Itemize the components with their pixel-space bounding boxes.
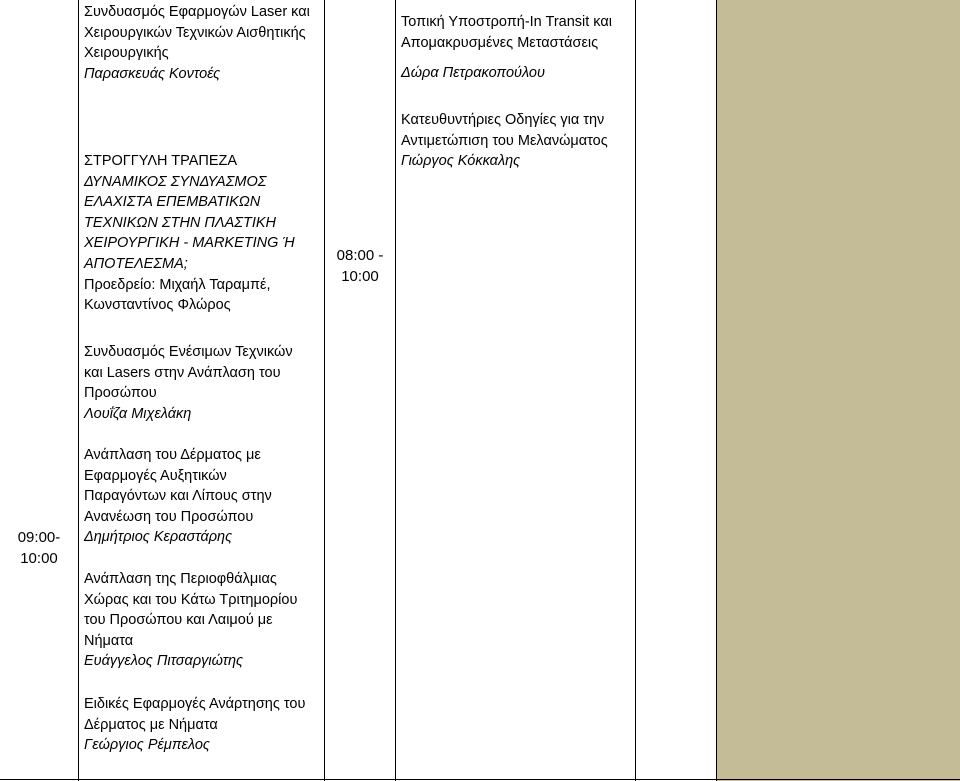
session-title-line: Χειρουργικής: [84, 45, 169, 62]
session-title-line: Ανάπλαση του Δέρματος με: [84, 447, 261, 463]
session-speaker: Ευάγγελος Πιτσαργιώτης: [84, 653, 244, 670]
session-title-line: Απομακρυσμένες Μεταστάσεις: [401, 34, 599, 51]
session-title-line: Ανάπλαση της Περιοφθάλμιας: [84, 571, 277, 587]
session-title-line: Συνδυασμός Εφαρμογών Laser και: [84, 4, 310, 20]
session-title-line: Χώρας και του Κάτω Τριτημορίου: [84, 591, 298, 608]
session-speaker: Δώρα Πετρακοπούλου: [401, 65, 545, 82]
session-title-line: Ειδικές Εφαρμογές Ανάρτησης του: [84, 696, 306, 712]
round-table-topic-line: ΧΕΙΡΟΥΡΓΙΚΗ - MARKETING Ή: [84, 235, 295, 252]
grid-line: [324, 0, 325, 781]
round-table-topic-line: ΤΕΧΝΙΚΩΝ ΣΤΗΝ ΠΛΑΣΤΙΚΗ: [84, 214, 276, 231]
session-title-line: Προσώπου: [84, 385, 157, 402]
grid-line: [0, 779, 960, 780]
session-speaker: Λουΐζα Μιχελάκη: [84, 405, 192, 422]
round-table-topic-line: ΔΥΝΑΜΙΚΟΣ ΣΥΝΔΥΑΣΜΟΣ: [84, 173, 267, 190]
time-end: 10:00: [20, 550, 58, 567]
round-table-heading: ΣΤΡΟΓΓΥΛΗ ΤΡΑΠΕΖΑ: [84, 153, 238, 169]
time-end: 10:00: [341, 268, 379, 285]
session-laser: [84, 2, 310, 84]
time-slot-0900: [0, 527, 78, 569]
grid-line: [635, 0, 636, 781]
session-title-line: Τοπική Υποστροπή-In Transit και: [401, 14, 612, 30]
session-title-line: Νήματα: [84, 632, 134, 649]
grid-line: [716, 0, 717, 781]
session-speaker: Γιώργος Κόκκαλης: [401, 153, 521, 170]
session-skin: [84, 445, 272, 548]
session-title-line: Χειρουργικών Τεχνικών Αισθητικής: [84, 24, 306, 41]
session-speaker: Παρασκευάς Κοντοές: [84, 65, 221, 82]
session-speaker: Γεώργιος Ρέμπελος: [84, 737, 210, 754]
round-table: [84, 151, 295, 316]
session-title-line: Ανανέωση του Προσώπου: [84, 508, 254, 525]
session-title-line: Συνδυασμός Ενέσιμων Τεχνικών: [84, 344, 293, 360]
round-table-topic-line: ΑΠΟΤΕΛΕΣΜΑ;: [84, 255, 188, 272]
round-table-chairs: Προεδρείο: Μιχαήλ Ταραμπέ,: [84, 276, 271, 293]
session-title-line: Εφαρμογές Αυξητικών: [84, 467, 227, 484]
session-title-line: Παραγόντων και Λίπους στην: [84, 488, 272, 505]
session-periorbital: [84, 569, 297, 672]
session-threads: [84, 694, 305, 756]
session-injectables: [84, 342, 293, 424]
round-table-topic-line: ΕΛΑΧΙΣΤΑ ΕΠΕΜΒΑΤΙΚΩΝ: [84, 194, 261, 211]
session-title-line: Κατευθυντήριες Οδηγίες για την: [401, 112, 605, 128]
session-title-line: του Προσώπου και Λαιμού με: [84, 612, 273, 629]
session-intransit: [401, 12, 612, 84]
time-start: 08:00 -: [336, 247, 384, 264]
round-table-chairs: Κωνσταντίνος Φλώρος: [84, 297, 231, 314]
time-slot-0800: [325, 245, 395, 287]
session-title-line: Αντιμετώπιση του Μελανώματος: [401, 132, 608, 149]
session-speaker: Δημήτριος Κεραστάρης: [84, 529, 233, 546]
session-title-line: Δέρματος με Νήματα: [84, 716, 218, 733]
session-title-line: και Lasers στην Ανάπλαση του: [84, 364, 281, 381]
grid-line: [78, 0, 79, 781]
session-melanoma: [401, 110, 608, 172]
time-start: 09:00-: [17, 529, 61, 546]
grid-line: [395, 0, 396, 781]
empty-column-shaded: [716, 0, 960, 781]
